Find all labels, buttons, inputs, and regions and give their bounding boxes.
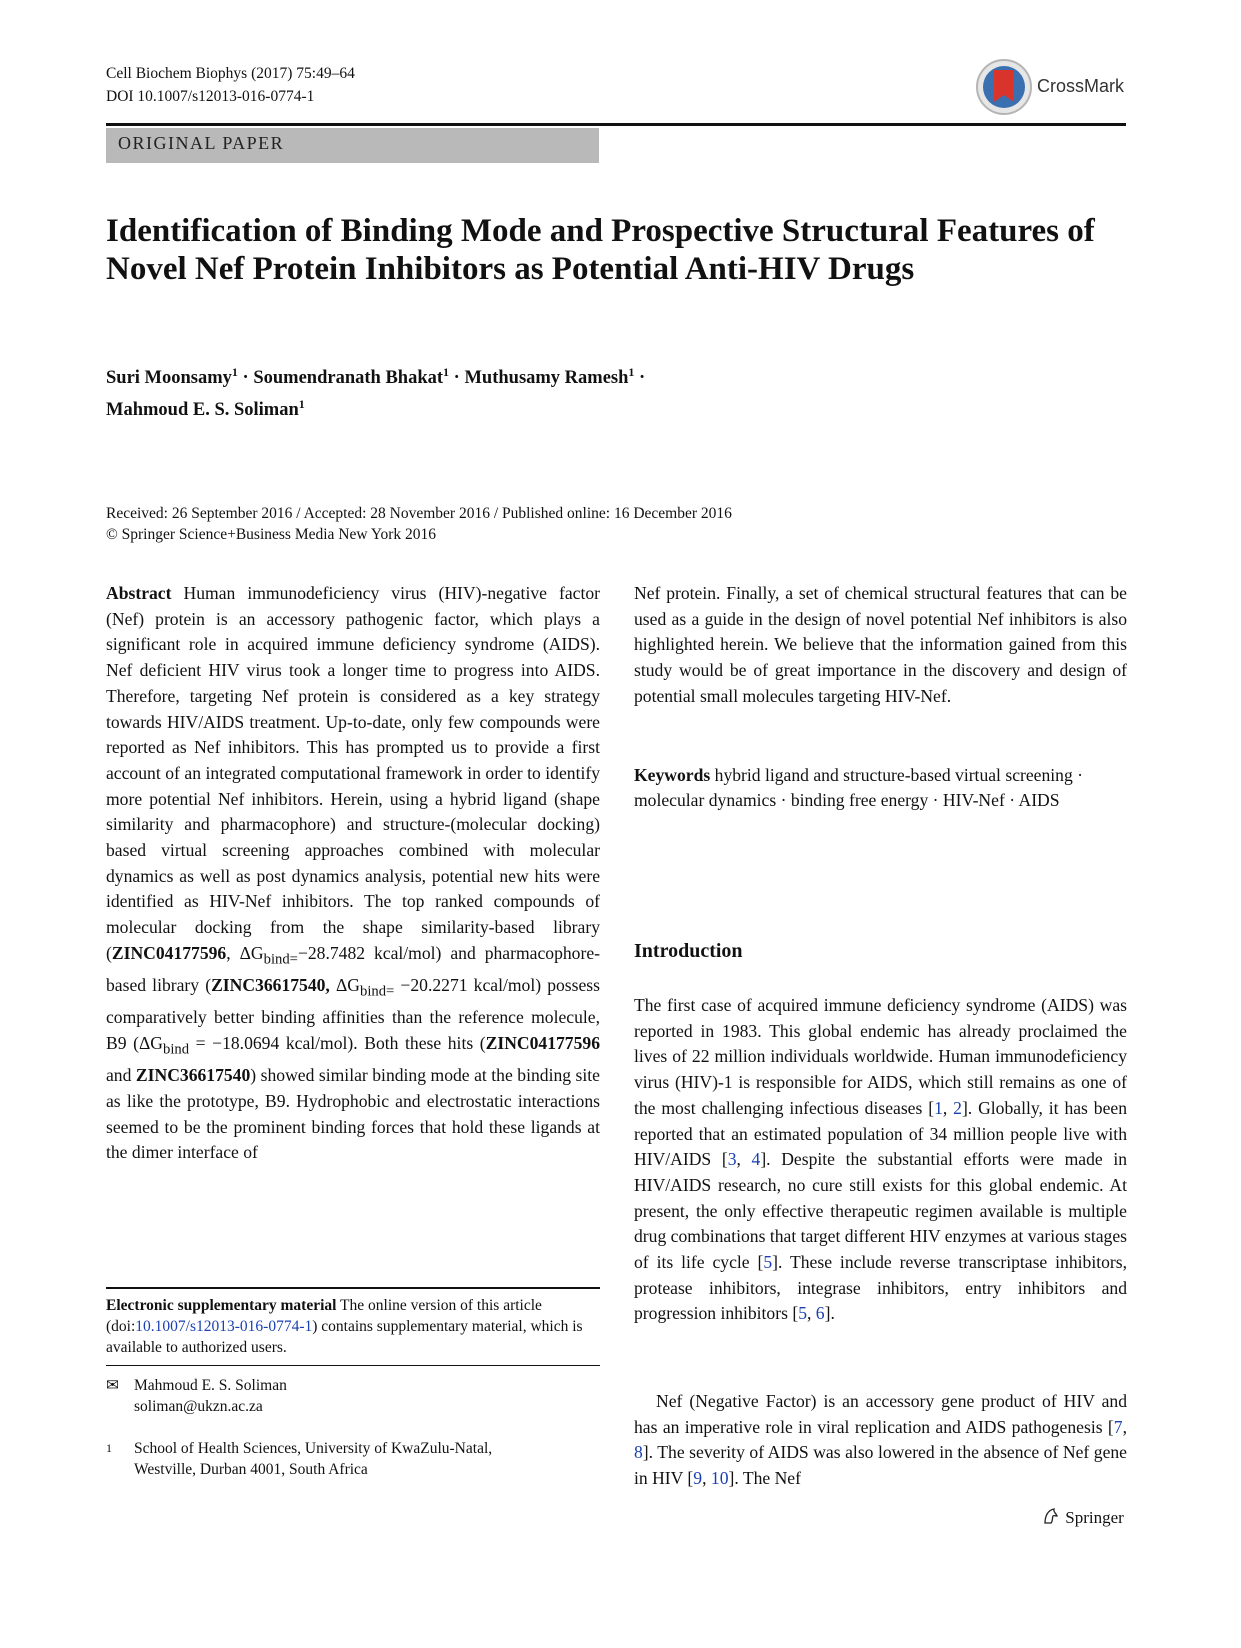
affiliation-marker: 1 bbox=[298, 397, 305, 412]
paragraph-text: ]. Despite the substantial efforts were made in HIV/AIDS research, no cure still exists for this global endemic. At present, the only effective therapeutic regimen available is multiple drug combinations that target different HIV enzymes at various stages of its life cycle [ bbox=[634, 1149, 1128, 1273]
affiliation bbox=[106, 1438, 600, 1480]
author-name: Muthusamy Ramesh bbox=[464, 368, 629, 389]
corresponding-author bbox=[106, 1375, 600, 1417]
abstract-text: Human immunodeficiency virus (HIV)-negative factor (Nef) protein is an accessory pathogenic factor, which plays a significant role in acquired immune deficiency syndrome (AIDS). Nef deficient HIV virus took a longer time to progress into AIDS. Therefore, targeting Nef protein is considered as a key strategy towards HIV/AIDS treatment. Up-to-date, only few compounds were reported as Nef inhibitors. This has prompted us to provide a first account of an integrated computational framework in order to identify more potential Nef inhibitors. Herein, using a hybrid ligand (shape similarity and pharmacophore) and structure-(molecular docking) based virtual screening approaches combined with molecular dynamics as well as post dynamics analysis, potential new hits were identified as HIV-Nef inhibitors. The top ranked compounds of molecular docking from the shape similarity-based library ( bbox=[106, 583, 600, 963]
subscript: bind bbox=[163, 1041, 190, 1058]
supplementary-text: ) contains supplementary material, which is available to authorized users. bbox=[106, 1318, 583, 1356]
compound-id: ZINC04177596 bbox=[111, 942, 227, 963]
citation-separator: , bbox=[1122, 1416, 1127, 1437]
compound-id: ZINC04177596 bbox=[485, 1032, 600, 1053]
crossmark-label: CrossMark bbox=[1037, 76, 1125, 96]
compound-id: ZINC36617540 bbox=[135, 1065, 251, 1086]
abstract-text: ) showed similar binding mode at the binding site as like the prototype, B9. Hydrophobic and electrostatic interactions seemed to be the prominent binding forces that hold these ligands at the dimer interface of bbox=[106, 1065, 600, 1163]
affiliation-line: Westville, Durban 4001, South Africa bbox=[134, 1461, 368, 1478]
citation-separator: , bbox=[807, 1303, 816, 1324]
paragraph-text: ]. Globally, it has been reported that an estimated population of 34 million people live with HIV/AIDS [ bbox=[634, 1097, 1127, 1170]
supplementary-label: Electronic supplementary material bbox=[106, 1297, 337, 1314]
citation-link[interactable]: 2 bbox=[953, 1097, 962, 1118]
supplementary-doi-link[interactable]: 10.1007/s12013-016-0774-1 bbox=[135, 1318, 313, 1335]
publication-dates: Received: 26 September 2016 / Accepted: 28 November 2016 / Published online: 16 December 2016 bbox=[106, 505, 732, 522]
abstract-continuation: Nef protein. Finally, a set of chemical structural features that can be used as a guide in the design of novel potential Nef inhibitors is also highlighted herein. We believe that the information gained from this study would be of great importance in the discovery and design of potential small molecules targeting HIV-Nef. bbox=[634, 583, 1127, 706]
affiliation-number: 1 bbox=[106, 1441, 112, 1455]
footnote-rule bbox=[106, 1365, 600, 1366]
citation-link[interactable]: 1 bbox=[934, 1097, 943, 1118]
abstract-text: −20.2271 kcal/mol) possess comparatively better binding affinities than the reference molecule, B9 (ΔG bbox=[106, 975, 600, 1053]
supplementary-note bbox=[106, 1295, 600, 1358]
abstract-text: ΔG bbox=[329, 975, 360, 996]
author-name: Mahmoud E. S. Soliman bbox=[106, 400, 299, 421]
citation-link[interactable]: 10 bbox=[710, 1468, 729, 1489]
journal-reference: Cell Biochem Biophys (2017) 75:49–64 bbox=[106, 65, 355, 82]
affiliation-marker: 1 bbox=[628, 365, 635, 379]
subscript: bind= bbox=[359, 983, 395, 1000]
paragraph-text: The first case of acquired immune deficiency syndrome (AIDS) was reported in 1983. This global endemic has already proclaimed the lives of 22 million individuals worldwide. Human immunodeficiency virus (HIV)-1 is responsible for AIDS, which still remains as one of the most challenging infectious diseases [ bbox=[634, 995, 1127, 1118]
citation-link[interactable]: 5 bbox=[763, 1252, 773, 1273]
compound-id: ZINC36617540, bbox=[211, 975, 330, 996]
author-list: Suri Moonsamy$^1$ · Soumendranath Bhakat$^1$ · Muthusamy Ramesh$^1$ · Mahmoud E. S. Soliman$^1$ bbox=[106, 365, 646, 421]
crossmark-icon bbox=[975, 58, 1033, 116]
paragraph-text: ]. The Nef bbox=[728, 1468, 801, 1489]
copyright-notice: © Springer Science+Business Media New York 2016 bbox=[106, 526, 437, 543]
header-rule bbox=[106, 123, 1126, 126]
footnote-rule bbox=[106, 1287, 600, 1289]
publisher-logo bbox=[1041, 1506, 1124, 1528]
abstract bbox=[106, 581, 600, 1166]
abstract-text: = −18.0694 kcal/mol). Both these hits ( bbox=[189, 1032, 486, 1053]
citation-separator: , bbox=[702, 1468, 711, 1489]
paragraph-text: Nef (Negative Factor) is an accessory gene product of HIV and has an imperative role in viral replication and AIDS pathogenesis [ bbox=[634, 1391, 1127, 1437]
introduction-paragraph bbox=[634, 993, 1127, 1327]
affiliation-marker: 1 bbox=[443, 365, 450, 379]
publisher-name: Springer bbox=[1065, 1508, 1124, 1527]
introduction-paragraph bbox=[634, 1389, 1127, 1492]
corresponding-author-name: Mahmoud E. S. Soliman bbox=[134, 1377, 287, 1394]
paragraph-text: ]. These include reverse transcriptase inhibitors, protease inhibitors, integrase inhibitors, entry inhibitors and progression inhibitors [ bbox=[634, 1252, 1127, 1324]
abstract-text: −28.7482 kcal/mol) and pharmacophore-based library ( bbox=[106, 942, 600, 996]
keywords-text: hybrid ligand and structure-based virtual screening · molecular dynamics · binding free energy · HIV-Nef · AIDS bbox=[634, 765, 1084, 810]
citation-link[interactable]: 9 bbox=[693, 1468, 703, 1489]
article-doi: DOI 10.1007/s12013-016-0774-1 bbox=[106, 88, 315, 105]
abstract-text: , ΔG bbox=[226, 942, 264, 963]
citation-link[interactable]: 5 bbox=[798, 1303, 807, 1324]
citation-link[interactable]: 6 bbox=[815, 1303, 825, 1324]
keywords-label: Keywords bbox=[634, 765, 711, 785]
crossmark-badge[interactable] bbox=[975, 58, 1125, 118]
author-name: Suri Moonsamy bbox=[106, 368, 232, 389]
subscript: bind= bbox=[263, 951, 298, 968]
springer-horse-icon bbox=[1041, 1506, 1061, 1526]
citation-link[interactable]: 7 bbox=[1113, 1416, 1123, 1437]
citation-separator: , bbox=[942, 1097, 954, 1118]
paragraph-text: ]. bbox=[824, 1303, 835, 1324]
article-type-label: ORIGINAL PAPER bbox=[118, 133, 285, 153]
article-type-banner bbox=[106, 128, 599, 163]
citation-separator: , bbox=[736, 1149, 752, 1170]
citation-link[interactable]: 4 bbox=[751, 1149, 761, 1170]
paragraph-text: ]. The severity of AIDS was also lowered in the absence of Nef gene in HIV [ bbox=[634, 1442, 1127, 1489]
abstract-text: and bbox=[106, 1065, 136, 1086]
keywords bbox=[634, 763, 1127, 813]
envelope-icon: ✉ bbox=[106, 1377, 119, 1394]
citation-link[interactable]: 8 bbox=[634, 1442, 643, 1463]
paper-title: Identification of Binding Mode and Prospective Structural Features of Novel Nef Protein Inhibitors as Potential Anti-HIV Drugs bbox=[106, 213, 1095, 287]
author-name: Soumendranath Bhakat bbox=[253, 368, 444, 389]
citation-link[interactable]: 3 bbox=[727, 1149, 737, 1170]
affiliation-marker: 1 bbox=[231, 365, 238, 379]
corresponding-author-email[interactable]: soliman@ukzn.ac.za bbox=[134, 1398, 263, 1415]
abstract-label: Abstract bbox=[106, 583, 172, 603]
section-heading-introduction: Introduction bbox=[634, 940, 743, 962]
affiliation-line: School of Health Sciences, University of KwaZulu-Natal, bbox=[134, 1440, 493, 1457]
supplementary-text: The online version of this article (doi: bbox=[106, 1297, 542, 1335]
